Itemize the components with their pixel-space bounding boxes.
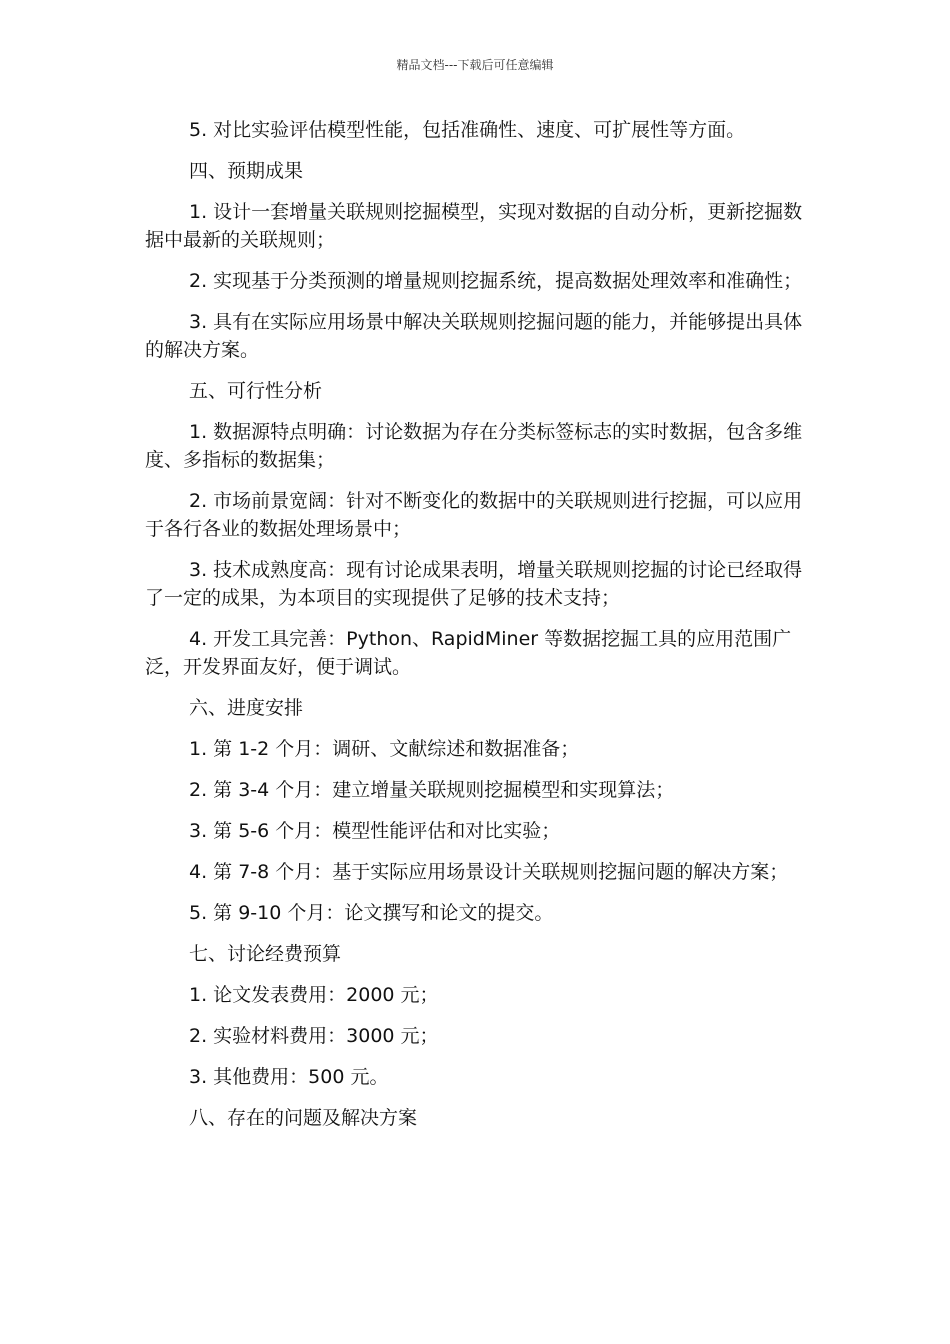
list-item: 2. 市场前景宽阔：针对不断变化的数据中的关联规则进行挖掘，可以应用于各行各业的数据处理场景中； bbox=[145, 490, 803, 540]
list-item: 4. 开发工具完善：Python、RapidMiner 等数据挖掘工具的应用范围广泛，开发界面友好，便于调试。 bbox=[145, 628, 792, 678]
section-heading: 七、讨论经费预算 bbox=[189, 943, 342, 965]
list-item: 2. 实验材料费用：3000 元； bbox=[189, 1025, 439, 1047]
list-item: 5. 对比实验评估模型性能，包括准确性、速度、可扩展性等方面。 bbox=[189, 119, 746, 141]
list-item: 1. 第 1-2 个月：调研、文献综述和数据准备； bbox=[189, 738, 580, 760]
list-item: 3. 其他费用：500 元。 bbox=[189, 1066, 389, 1088]
section-heading: 四、预期成果 bbox=[189, 160, 304, 182]
list-item: 1. 论文发表费用：2000 元； bbox=[189, 984, 439, 1006]
section-heading: 八、存在的问题及解决方案 bbox=[189, 1107, 418, 1129]
list-item: 3. 技术成熟度高：现有讨论成果表明，增量关联规则挖掘的讨论已经取得了一定的成果，为本项目的实现提供了足够的技术支持； bbox=[145, 559, 803, 609]
section-heading: 六、进度安排 bbox=[189, 697, 304, 719]
list-item: 2. 第 3-4 个月：建立增量关联规则挖掘模型和实现算法； bbox=[189, 779, 675, 801]
list-item: 1. 数据源特点明确：讨论数据为存在分类标签标志的实时数据，包含多维度、多指标的数据集； bbox=[145, 421, 803, 471]
list-item: 5. 第 9-10 个月：论文撰写和论文的提交。 bbox=[189, 902, 554, 924]
document-body bbox=[145, 116, 805, 1145]
list-item: 2. 实现基于分类预测的增量规则挖掘系统，提高数据处理效率和准确性； bbox=[189, 270, 803, 292]
list-item: 4. 第 7-8 个月：基于实际应用场景设计关联规则挖掘问题的解决方案； bbox=[189, 861, 789, 883]
list-item: 3. 第 5-6 个月：模型性能评估和对比实验； bbox=[189, 820, 561, 842]
list-item: 1. 设计一套增量关联规则挖掘模型，实现对数据的自动分析，更新挖掘数据中最新的关联规则； bbox=[145, 201, 803, 251]
page-header: 精品文档---下载后可任意编辑 bbox=[396, 58, 554, 72]
section-heading: 五、可行性分析 bbox=[189, 380, 323, 402]
list-item: 3. 具有在实际应用场景中解决关联规则挖掘问题的能力，并能够提出具体的解决方案。 bbox=[145, 311, 803, 361]
